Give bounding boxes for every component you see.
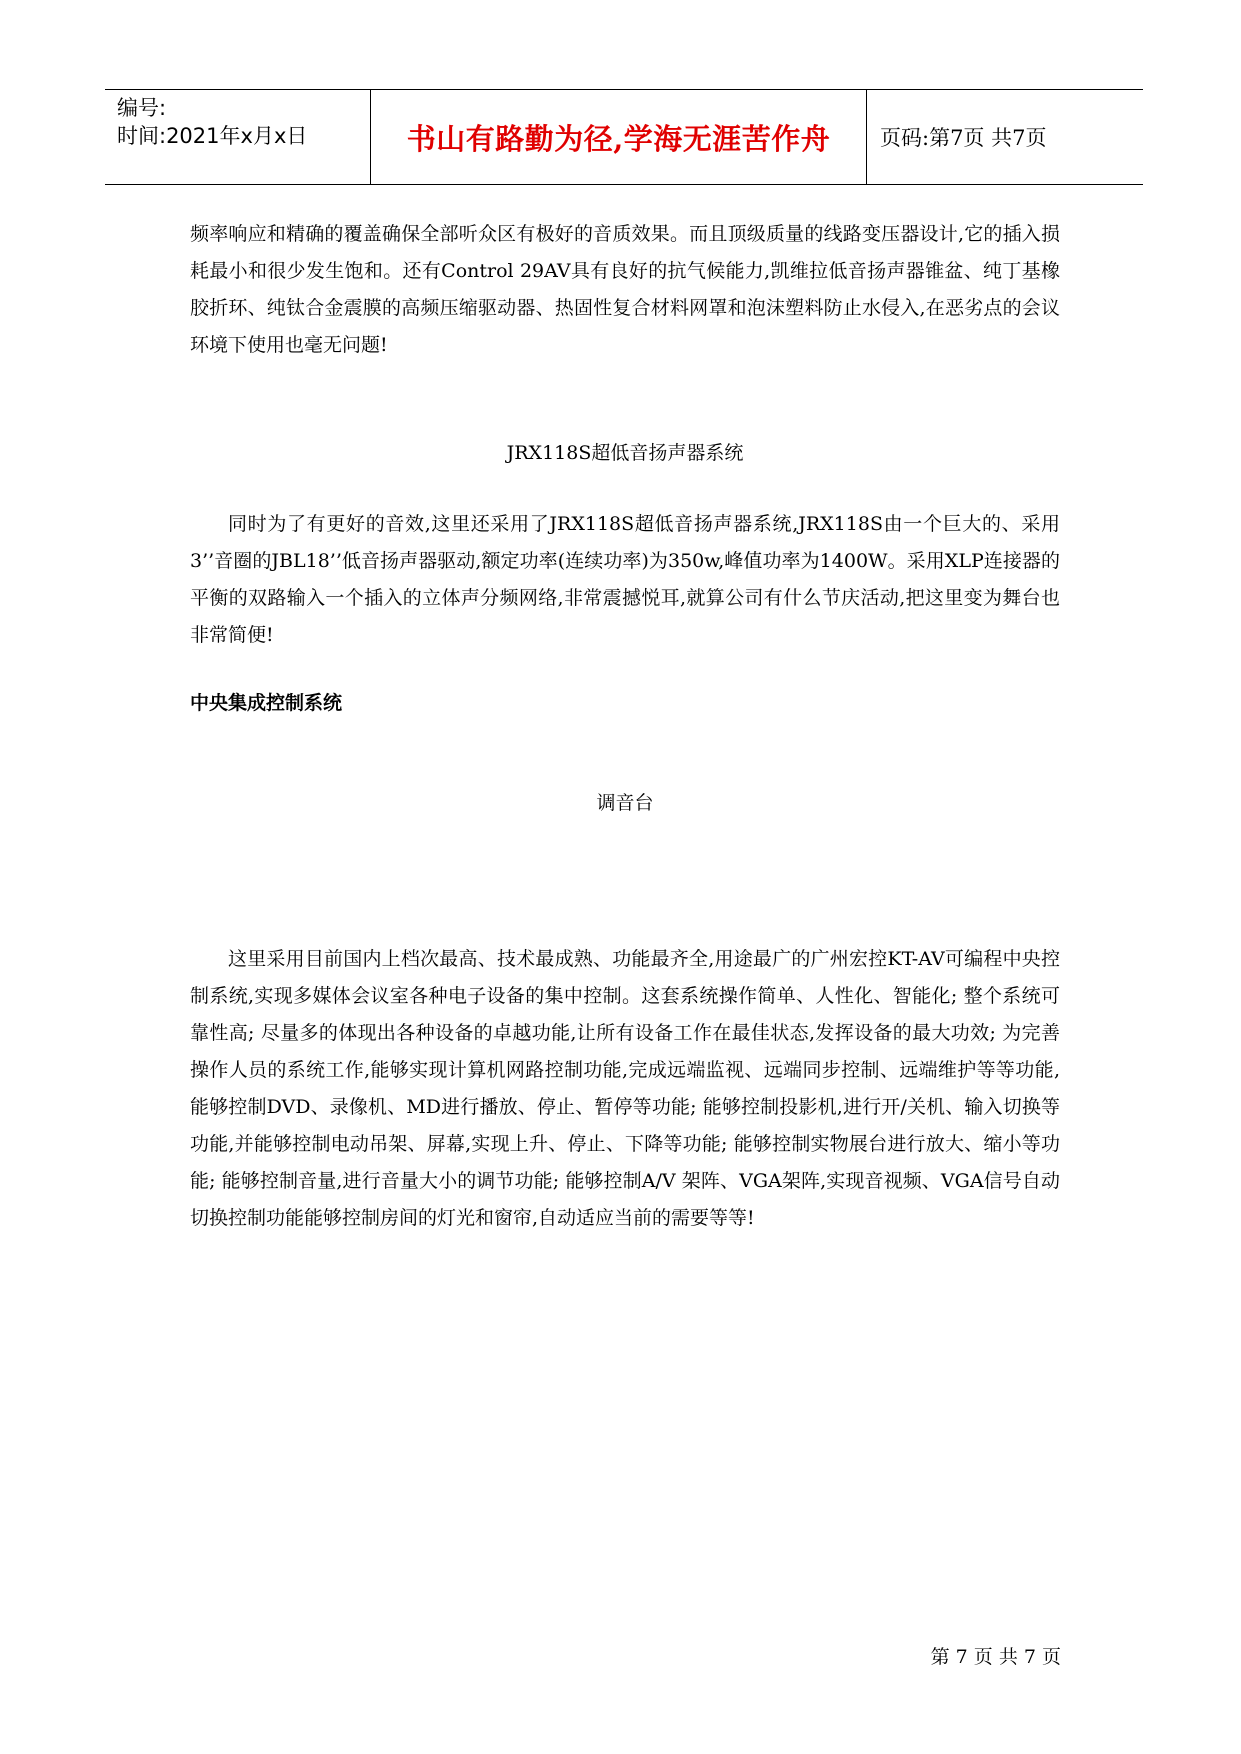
page-footer: 第 7 页 共 7 页	[930, 1646, 1061, 1668]
header-left-cell	[105, 90, 371, 184]
paragraph-3: 这里采用目前国内上档次最高、技术最成熟、功能最齐全,用途最广的广州宏控KT-AV可编程中央控制系统,实现多媒体会议室各种电子设备的集中控制。这套系统操作简单、人性化、智能化; 整个系统可靠性高; 尽量多的体现出各种设备的卓越功能,让所有设备工作在最佳状态,发挥设备的最大功效; 为完善操作人员的系统工作,能够实现计算机网路控制功能,完成远端监视、远端同步控制、远端维护等等功能,能够控制DVD、录像机、MD进行播放、停止、暂停等功能; 能够控制投影机,进行开/关机、输入切换等功能,并能够控制电动吊架、屏幕,实现上升、停止、下降等功能; 能够控制实物展台进行放大、缩小等功能; 能够控制音量,进行音量大小的调节功能; 能够控制A/V 架阵、VGA架阵,实现音视频、VGA信号自动切换控制功能能够控制房间的灯光和窗帘,自动适应当前的需要等等!	[190, 948, 1060, 1229]
document-header	[105, 89, 1143, 185]
paragraph-3-block	[190, 941, 1060, 1237]
caption-jrx118s: JRX118S超低音扬声器系统	[506, 442, 744, 464]
header-page-cell	[868, 90, 1143, 184]
motto-text: 书山有路勤为径,学海无涯苦作舟	[406, 121, 831, 156]
paragraph-2: 同时为了有更好的音效,这里还采用了JRX118S超低音扬声器系统,JRX118S由一个巨大的、采用3’’音圈的JBL18’’低音扬声器驱动,额定功率(连续功率)为350w,峰值功率为1400W。采用XLP连接器的平衡的双路输入一个插入的立体声分频网络,非常震撼悦耳,就算公司有什么节庆活动,把这里变为舞台也非常简便!	[190, 513, 1060, 646]
section-title: 中央集成控制系统	[190, 692, 343, 714]
header-motto-cell	[371, 90, 867, 184]
number-label: 编号:	[117, 96, 167, 120]
paragraph-2-block	[190, 506, 1060, 654]
paragraph-1-block	[190, 216, 1060, 364]
page-info: 页码:第7页 共7页	[880, 126, 1047, 150]
time-label: 时间:2021年x月x日	[117, 124, 308, 148]
paragraph-1: 频率响应和精确的覆盖确保全部听众区有极好的音质效果。而且顶级质量的线路变压器设计,它的插入损耗最小和很少发生饱和。还有Control 29AV具有良好的抗气候能力,凯维拉低音扬声器锥盆、纯丁基橡胶折环、纯钛合金震膜的高频压缩驱动器、热固性复合材料网罩和泡沫塑料防止水侵入,在恶劣点的会议环境下使用也毫无问题!	[190, 223, 1060, 356]
caption-mixer: 调音台	[596, 792, 654, 814]
